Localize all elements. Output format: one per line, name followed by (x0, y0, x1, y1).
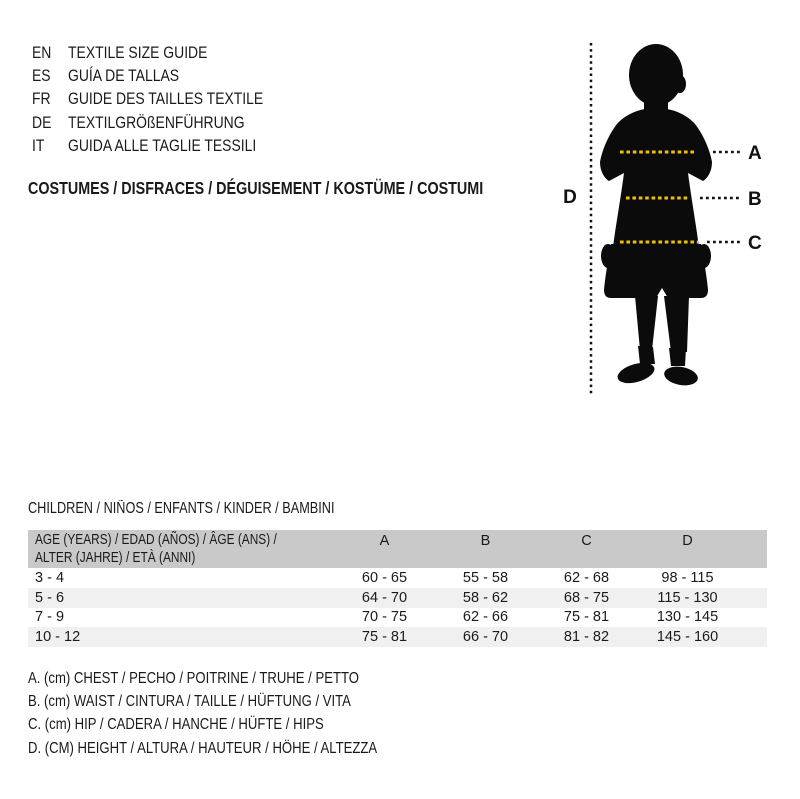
legend-chest-text: A. (cm) CHEST / PECHO / POITRINE / TRUHE / PETTO (28, 669, 359, 687)
age-cell: 7 - 9 (35, 609, 65, 626)
height-cell: 115 - 130 (657, 589, 718, 606)
legend-hip (28, 714, 454, 737)
language-code: EN (32, 42, 52, 62)
height-cell: 130 - 145 (656, 609, 719, 626)
legend-waist-text: B. (cm) WAIST / CINTURA / TAILLE / HÜFTUNG / VITA (28, 693, 351, 711)
legend-height (28, 737, 454, 760)
hip-label: C (748, 233, 762, 254)
table-body (28, 568, 767, 647)
age-cell: 10 - 12 (35, 629, 81, 646)
table-row (28, 568, 767, 588)
language-code: ES (32, 65, 51, 85)
section-title-children (28, 500, 402, 518)
language-row-it (32, 134, 306, 157)
chest-label: A (748, 143, 762, 164)
waist-cell: 55 - 58 (462, 569, 509, 586)
table-row (28, 588, 767, 608)
table-header-row (28, 530, 767, 568)
chest-cell: 60 - 65 (361, 569, 408, 586)
language-code: IT (32, 135, 45, 155)
waist-cell: 62 - 66 (462, 609, 509, 626)
column-header-a: A (379, 533, 390, 549)
children-size-table (28, 530, 767, 647)
table-row (28, 608, 767, 628)
guide-title-it: GUIDA ALLE TAGLIE TESSILI (68, 135, 257, 155)
language-code: DE (32, 112, 52, 132)
language-title-list (32, 41, 306, 157)
height-cell: 145 - 160 (656, 629, 719, 646)
column-header-b: B (480, 533, 491, 549)
chest-cell: 64 - 70 (361, 589, 408, 606)
column-header-c: C (581, 533, 592, 549)
language-code: FR (32, 89, 51, 109)
legend-waist (28, 690, 454, 713)
language-row-de (32, 111, 306, 134)
age-header-line1: AGE (YEARS) / EDAD (AÑOS) / ÂGE (ANS) / (35, 532, 277, 548)
guide-title-en: TEXTILE SIZE GUIDE (68, 42, 208, 62)
category-title-text: COSTUMES / DISFRACES / DÉGUISEMENT / KOSTÜME / COSTUMI (28, 178, 484, 198)
hip-cell: 62 - 68 (563, 569, 610, 586)
measurement-figure (540, 20, 800, 420)
language-row-es (32, 64, 306, 87)
legend-chest (28, 667, 454, 690)
height-label: D (563, 187, 577, 208)
waist-cell: 58 - 62 (462, 589, 509, 606)
waist-cell: 66 - 70 (462, 629, 509, 646)
age-header-line2: ALTER (JAHRE) / ETÀ (ANNI) (35, 549, 196, 566)
age-column-header (28, 532, 334, 567)
guide-title-fr: GUIDE DES TAILLES TEXTILE (68, 89, 264, 109)
legend-hip-text: C. (cm) HIP / CADERA / HANCHE / HÜFTE / HIPS (28, 716, 324, 734)
hip-cell: 81 - 82 (563, 629, 610, 646)
language-row-en (32, 41, 306, 64)
age-cell: 3 - 4 (35, 569, 65, 586)
measurement-legend (28, 667, 454, 761)
language-row-fr (32, 88, 306, 111)
chest-cell: 70 - 75 (361, 609, 408, 626)
hip-cell: 68 - 75 (563, 589, 610, 606)
category-title (28, 178, 583, 199)
hip-cell: 75 - 81 (563, 609, 610, 626)
legend-height-text: D. (CM) HEIGHT / ALTURA / HAUTEUR / HÖHE / ALTEZZA (28, 739, 378, 757)
column-header-d: D (682, 533, 693, 549)
chest-cell: 75 - 81 (361, 629, 408, 646)
height-cell: 98 - 115 (661, 569, 714, 586)
table-row (28, 627, 767, 647)
guide-title-es: GUÍA DE TALLAS (68, 65, 180, 85)
section-title-text: CHILDREN / NIÑOS / ENFANTS / KINDER / BAMBINI (28, 500, 335, 517)
age-cell: 5 - 6 (35, 589, 65, 606)
waist-label: B (748, 189, 762, 210)
guide-title-de: TEXTILGRÖßENFÜHRUNG (68, 112, 245, 132)
child-silhouette-icon (600, 44, 712, 388)
